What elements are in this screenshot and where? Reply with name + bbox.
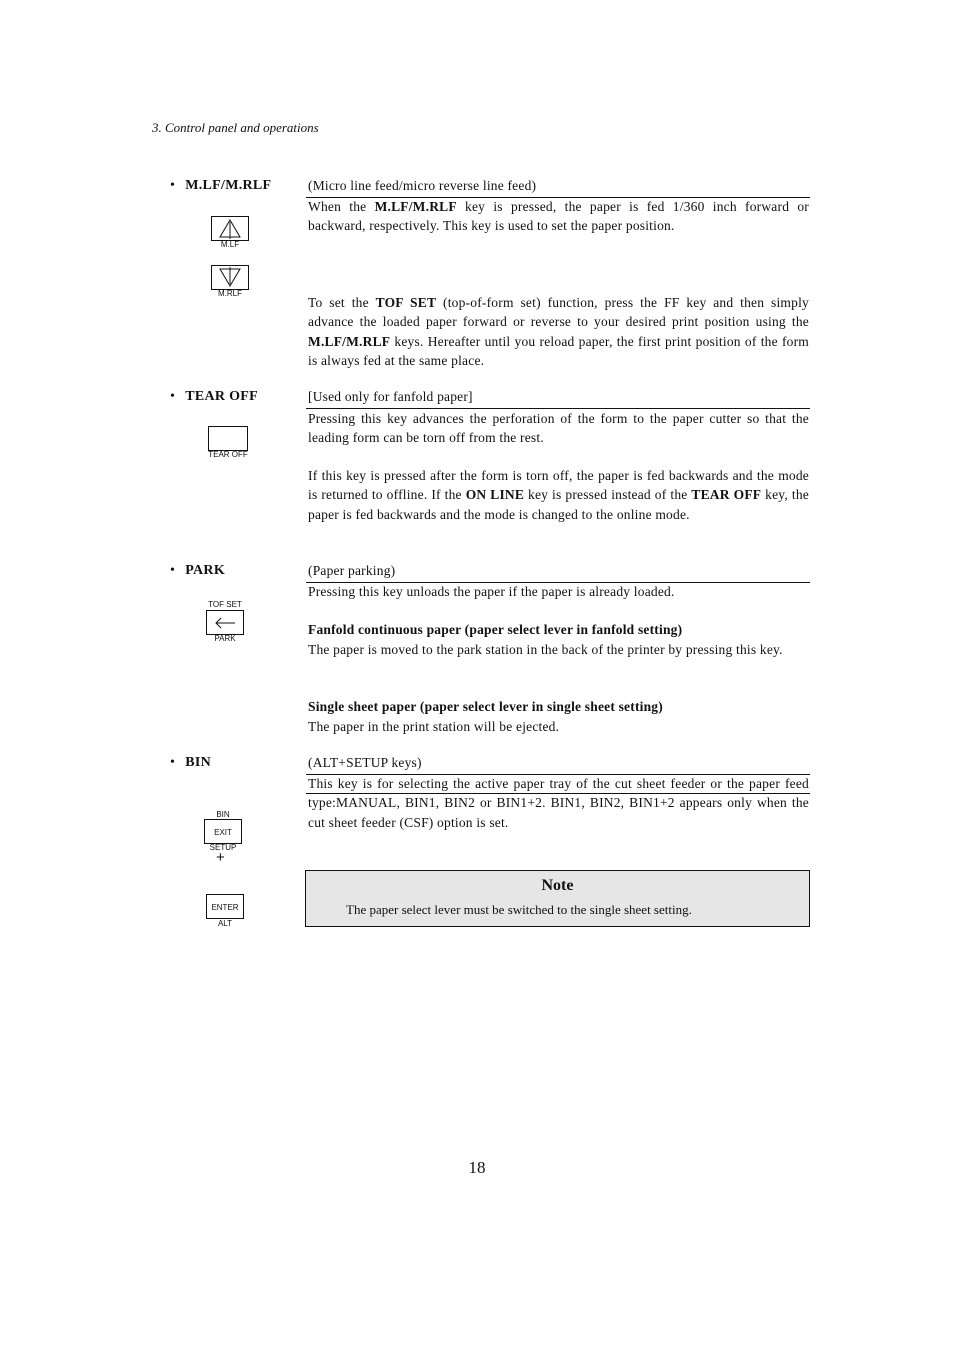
bullet: • bbox=[170, 755, 176, 770]
note-text: The paper select lever must be switched to the single sheet setting. bbox=[346, 902, 692, 917]
setup-key-inner-label: EXIT bbox=[214, 828, 232, 837]
mrlf-key[interactable] bbox=[211, 265, 249, 290]
tear-off-key-label: TEAR OFF bbox=[208, 450, 248, 459]
section-title-tearoff bbox=[170, 389, 258, 405]
park-key-top-label: TOF SET bbox=[208, 600, 242, 609]
bullet: • bbox=[170, 178, 176, 193]
bold-term: TOF SET bbox=[375, 295, 437, 310]
bold-term: TEAR OFF bbox=[691, 487, 762, 503]
park-paragraph-1: Pressing this key unloads the paper if the paper is already loaded. bbox=[308, 584, 675, 599]
bin-paragraph-1: This key is for selecting the active paper tray of the cut sheet feeder or the paper feed type:MANUAL, BIN1, BIN2 or BIN1+2. BIN1, BIN2, BIN1+2 appears only when the cut sheet feeder (CSF) option is set. bbox=[308, 776, 809, 830]
alt-key[interactable] bbox=[206, 894, 244, 919]
section-subtitle-tearoff: [Used only for fanfold paper] bbox=[308, 389, 473, 404]
arrow-left-icon bbox=[207, 611, 243, 634]
park-heading-single-sheet: Single sheet paper (paper select lever in single sheet setting) bbox=[308, 699, 663, 714]
mlf-key-label: M.LF bbox=[220, 240, 240, 249]
section-name: BIN bbox=[185, 755, 211, 770]
note-box bbox=[305, 870, 810, 927]
setup-key-bottom-label: SETUP bbox=[209, 843, 237, 852]
mrlf-key-label: M.RLF bbox=[218, 289, 242, 298]
bold-term: ON LINE bbox=[465, 487, 525, 503]
mlf-key[interactable] bbox=[211, 216, 249, 241]
section-name: PARK bbox=[185, 563, 226, 578]
running-header: 3. Control panel and operations bbox=[152, 120, 319, 135]
note-title: Note bbox=[541, 877, 574, 894]
bold-term: M.LF/M.RLF bbox=[374, 199, 457, 214]
bold-term: M.LF/M.RLF bbox=[308, 333, 391, 349]
arrow-down-icon bbox=[212, 266, 248, 289]
section-title-park bbox=[170, 563, 225, 579]
park-key[interactable] bbox=[206, 610, 244, 635]
tearoff-paragraph-2: If this key is pressed after the form is torn off, the paper is fed backwards and the mode is returned to offline. If the ON LINE key is pressed instead of the TEAR OFF key, the paper is fed backwards and the mode is changed to the online mode. bbox=[308, 468, 809, 522]
section-title-bin bbox=[170, 755, 211, 771]
tearoff-paragraph-1: Pressing this key advances the perforation of the form to the paper cutter so that the leading form can be torn off from the rest. bbox=[308, 411, 809, 446]
arrow-up-icon bbox=[212, 217, 248, 240]
section-subtitle-mlf: (Micro line feed/micro reverse line feed) bbox=[308, 178, 537, 193]
mlf-paragraph-2: To set the TOF SET (top-of-form set) function, press the FF key and then simply advance the loaded paper forward or reverse to your desired print position using the M.LF/M.RLF keys. Hereafter until you reload paper, the first print position of the form is always fed at the same place. bbox=[308, 295, 809, 369]
section-name: M.LF/M.RLF bbox=[185, 178, 272, 193]
alt-key-inner-label: ENTER bbox=[211, 903, 239, 912]
park-heading-fanfold: Fanfold continuous paper (paper select lever in fanfold setting) bbox=[308, 622, 683, 637]
setup-key[interactable] bbox=[204, 819, 242, 844]
mlf-paragraph-1: When the M.LF/M.RLF key is pressed, the paper is fed 1/360 inch forward or backward, respectively. This key is used to set the paper position. bbox=[308, 199, 809, 234]
setup-key-top-label: BIN bbox=[216, 810, 230, 819]
section-title-mlf bbox=[170, 178, 271, 194]
section-subtitle-park: (Paper parking) bbox=[308, 563, 396, 578]
alt-key-bottom-label: ALT bbox=[217, 919, 233, 928]
section-subtitle-bin: (ALT+SETUP keys) bbox=[308, 755, 422, 770]
tear-off-key[interactable] bbox=[208, 426, 248, 451]
section-name: TEAR OFF bbox=[185, 389, 258, 404]
park-key-bottom-label: PARK bbox=[214, 634, 236, 643]
plus-sign: + bbox=[216, 849, 225, 866]
park-paragraph-2: The paper is moved to the park station in the back of the printer by pressing this key. bbox=[308, 642, 783, 657]
bullet: • bbox=[170, 563, 176, 578]
bullet: • bbox=[170, 389, 176, 404]
park-paragraph-3: The paper in the print station will be ejected. bbox=[308, 719, 560, 734]
page-number: 18 bbox=[468, 1158, 486, 1177]
